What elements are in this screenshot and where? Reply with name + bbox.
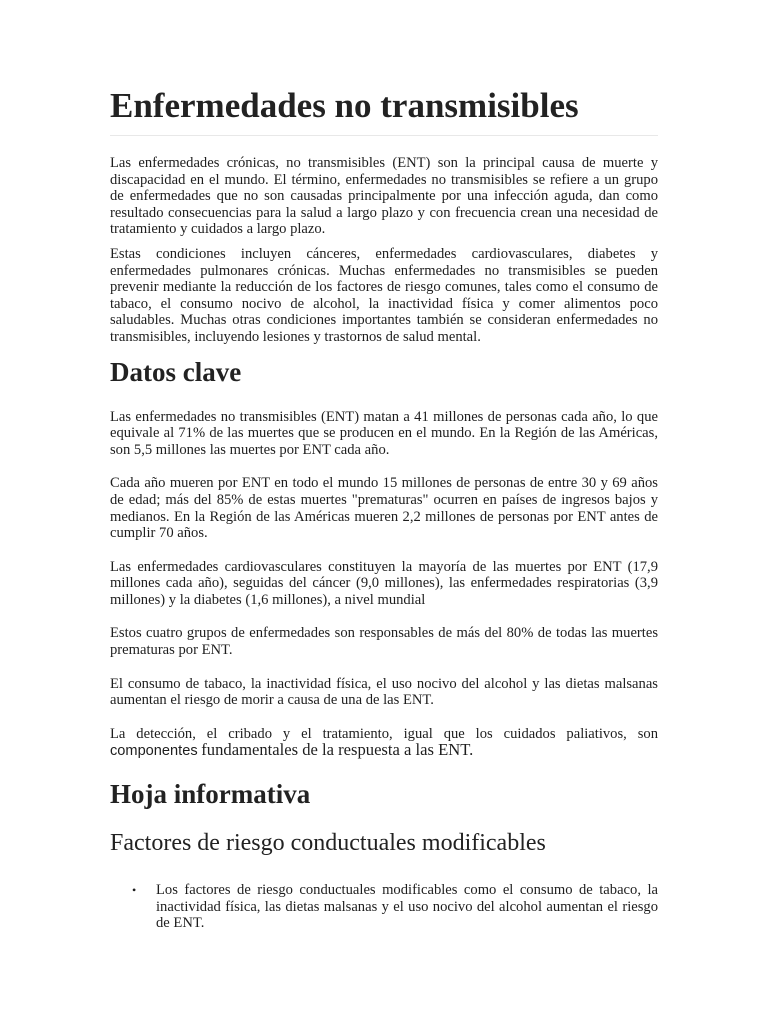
key-fact-6-part-1: La detección, el cribado y el tratamiento, igual que los cuidados paliativos, son — [110, 725, 658, 742]
document-page — [110, 0, 658, 932]
title-divider — [110, 135, 658, 136]
key-fact-6-part-2: componentes — [110, 743, 198, 760]
key-fact-6 — [110, 726, 658, 760]
risk-factors-heading: Factores de riesgo conductuales modificables — [110, 830, 546, 857]
intro-paragraph-2: Estas condiciones incluyen cánceres, enfermedades cardiovasculares, diabetes y enfermedades pulmonares crónicas. Muchas enfermedades no transmisibles se pueden prevenir mediante la reducción de los factores de riesgo comunes, tales como el consumo de tabaco, el consumo nocivo de alcohol, la inactividad física y comer alimentos poco saludables. Muchas otras condiciones importantes también se consideran enfermedades no transmisibles, incluyendo lesiones y trastornos de salud mental. — [110, 245, 658, 345]
key-fact-3: Las enfermedades cardiovasculares constituyen la mayoría de las muertes por ENT (17,9 millones cada año), seguidas del cáncer (9,0 millones), las enfermedades respiratorias (3,9 millones) y la diabetes (1,6 millones), a nivel mundial — [110, 558, 658, 608]
bullet-icon: • — [132, 883, 137, 898]
risk-factors-list — [110, 882, 658, 932]
list-item-text: Los factores de riesgo conductuales modificables como el consumo de tabaco, la inactividad física, las dietas malsanas y el uso nocivo del alcohol aumentan el riesgo de ENT. — [156, 882, 658, 932]
key-fact-5: El consumo de tabaco, la inactividad física, el uso nocivo del alcohol y las dietas malsanas aumentan el riesgo de morir a causa de una de las ENT. — [110, 675, 658, 709]
fact-sheet-heading: Hoja informativa — [110, 779, 311, 810]
key-fact-1: Las enfermedades no transmisibles (ENT) matan a 41 millones de personas cada año, lo que equivale al 71% de las muertes que se producen en el mundo. En la Región de las Américas, son 5,5 millones las muertes por ENT cada año. — [110, 408, 658, 458]
page-title: Enfermedades no transmisibles — [110, 86, 579, 125]
key-fact-6-part-3: fundamentales de la respuesta a las ENT. — [201, 740, 474, 760]
list-item — [110, 882, 658, 932]
key-facts-heading: Datos clave — [110, 356, 242, 387]
key-fact-4: Estos cuatro grupos de enfermedades son responsables de más del 80% de todas las muertes prematuras por ENT. — [110, 625, 658, 659]
key-fact-2: Cada año mueren por ENT en todo el mundo 15 millones de personas de entre 30 y 69 años de edad; más del 85% de estas muertes "prematuras" ocurren en países de ingresos bajos y medianos. En la Región de las Américas mueren 2,2 millones de personas por ENT antes de cumplir 70 años. — [110, 475, 658, 542]
intro-paragraph-1: Las enfermedades crónicas, no transmisibles (ENT) son la principal causa de muerte y discapacidad en el mundo. El término, enfermedades no transmisibles se refiere a un grupo de enfermedades que no son causadas principalmente por una infección aguda, dan como resultado consecuencias para la salud a largo plazo y con frecuencia crean una necesidad de tratamiento y cuidados a largo plazo. — [110, 155, 658, 238]
